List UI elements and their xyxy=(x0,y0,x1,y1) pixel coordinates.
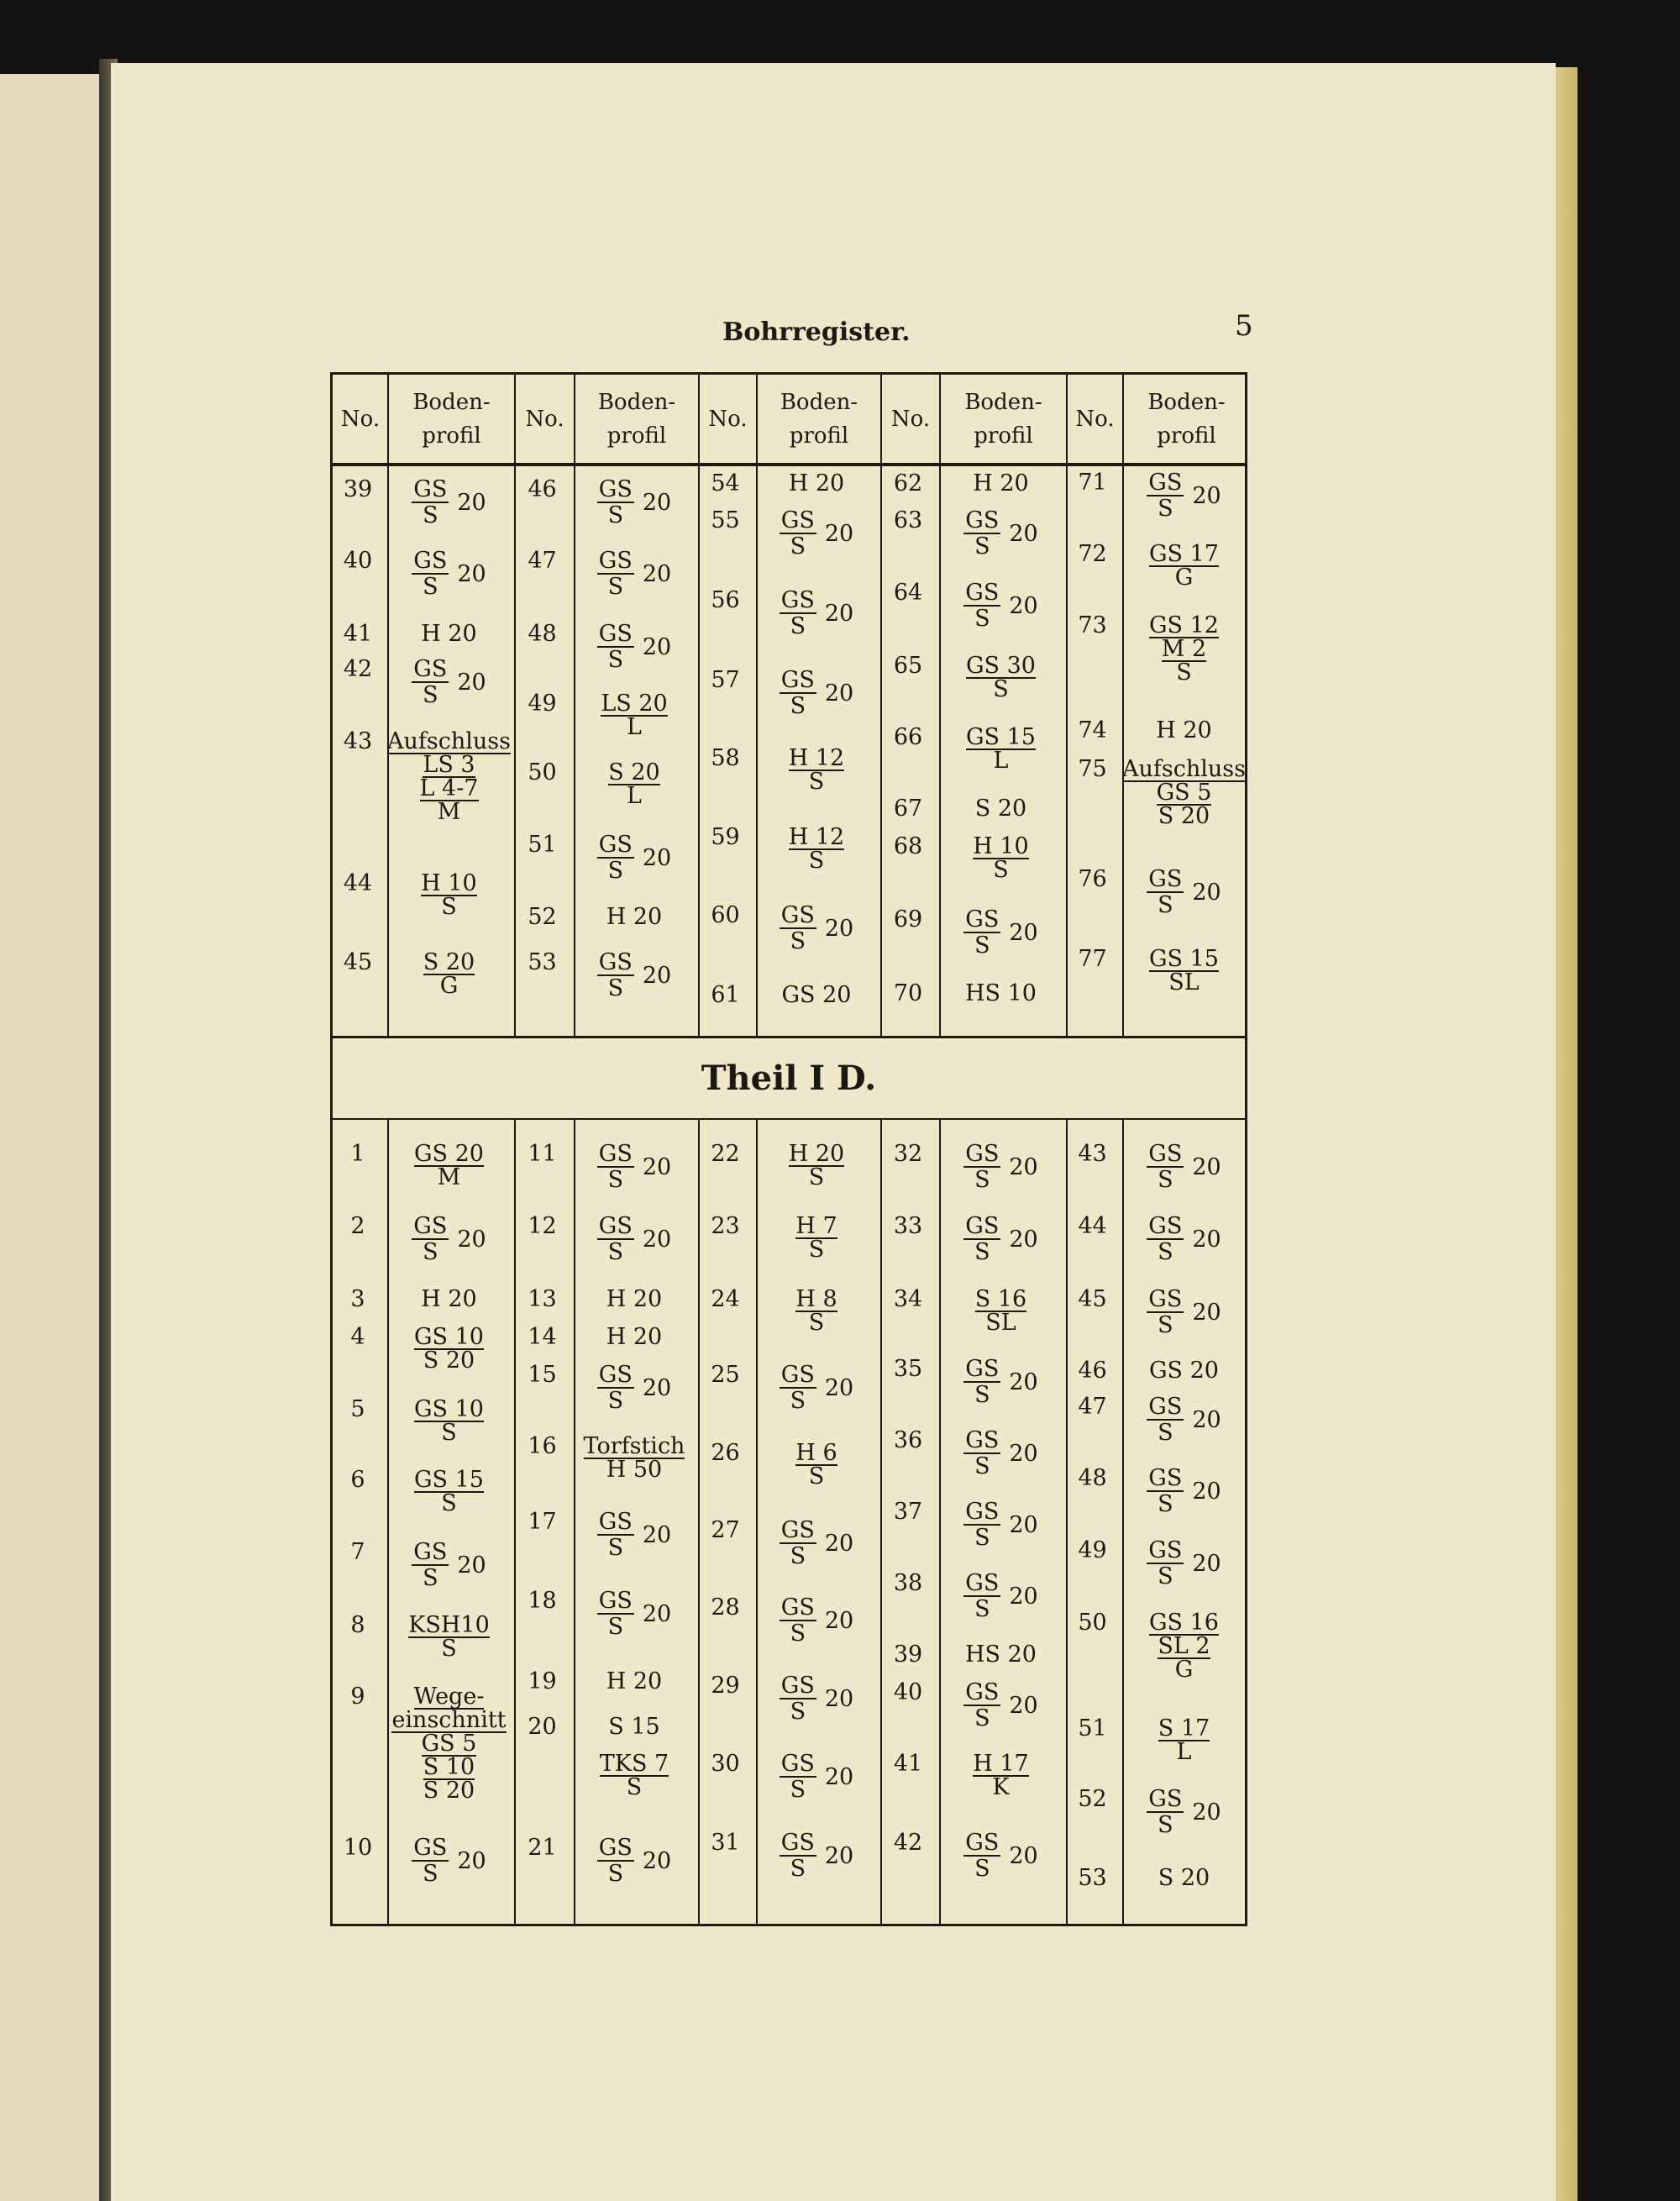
upper-soil-profile: GS S 20 xyxy=(965,580,1038,632)
lower-row-number: 49 xyxy=(1078,1537,1107,1563)
lower-row-number: 41 xyxy=(893,1751,923,1777)
lower-soil-profile: H 17 K xyxy=(973,1751,1029,1800)
upper-row-number: 73 xyxy=(1078,612,1107,638)
lower-soil-profile: Torfstich H 50 xyxy=(583,1433,685,1483)
header-bodenprofil: Boden- profil xyxy=(780,389,858,449)
lower-soil-profile: GS S 20 xyxy=(965,1141,1038,1193)
upper-row-number: 64 xyxy=(893,580,923,606)
lower-soil-profile: GS S 20 xyxy=(1148,1537,1221,1589)
lower-soil-profile: S 16 SL xyxy=(974,1286,1027,1336)
upper-soil-profile: GS S 20 xyxy=(965,906,1038,959)
upper-row-number: 53 xyxy=(528,949,557,975)
lower-soil-profile: GS S 20 xyxy=(965,1499,1038,1551)
upper-row-number: 58 xyxy=(711,745,740,771)
lower-row-number: 31 xyxy=(711,1830,740,1856)
lower-soil-profile: GS S 20 xyxy=(780,1517,854,1569)
upper-soil-profile: S 20 G xyxy=(423,949,475,999)
lower-row-number: 17 xyxy=(528,1509,557,1535)
lower-soil-profile: GS S 20 xyxy=(965,1679,1038,1731)
upper-soil-profile: GS S 20 xyxy=(780,667,854,719)
lower-row-number: 9 xyxy=(350,1684,365,1710)
upper-soil-profile: Aufschluss GS 5 S 20 xyxy=(1122,756,1246,829)
lower-row-number: 14 xyxy=(528,1324,557,1350)
lower-row-number: 2 xyxy=(350,1213,365,1239)
running-head: Bohrregister. xyxy=(722,318,911,347)
lower-row-number: 52 xyxy=(1078,1786,1107,1812)
lower-row-number: 22 xyxy=(711,1141,740,1167)
lower-soil-profile: GS S 20 xyxy=(413,1539,486,1591)
upper-soil-profile: GS S 20 xyxy=(780,587,854,639)
lower-row-number: 16 xyxy=(528,1433,557,1459)
upper-row-number: 40 xyxy=(343,548,373,574)
lower-soil-profile: GS S 20 xyxy=(965,1356,1038,1408)
upper-row-number: 75 xyxy=(1078,756,1107,782)
lower-soil-profile: GS S 20 xyxy=(598,1362,672,1414)
lower-row-number: 40 xyxy=(893,1679,923,1705)
lower-soil-profile: S 20 xyxy=(1158,1865,1210,1891)
page-edge xyxy=(1556,67,1578,2201)
upper-row-number: 67 xyxy=(893,796,923,822)
lower-row-number: 33 xyxy=(893,1213,923,1239)
upper-row-number: 60 xyxy=(711,902,740,928)
upper-soil-profile: GS 15 L xyxy=(965,724,1036,774)
lower-row-number: 42 xyxy=(893,1830,923,1856)
lower-soil-profile: GS S 20 xyxy=(965,1213,1038,1265)
upper-row-number: 70 xyxy=(893,980,923,1006)
lower-soil-profile: GS S 20 xyxy=(598,1509,672,1561)
upper-soil-profile: GS 30 S xyxy=(965,653,1036,702)
upper-soil-profile: H 20 xyxy=(421,621,477,647)
header-bodenprofil: Boden- profil xyxy=(412,389,491,449)
lower-soil-profile: GS S 20 xyxy=(413,1835,486,1887)
lower-soil-profile: GS S 20 xyxy=(598,1141,672,1193)
upper-soil-profile: GS S 20 xyxy=(780,902,854,954)
header-bodenprofil: Boden- profil xyxy=(964,389,1042,449)
lower-soil-profile: GS 15 S xyxy=(413,1467,484,1516)
lower-row-number: 18 xyxy=(528,1588,557,1614)
lower-row-number: 50 xyxy=(1078,1610,1107,1636)
lower-row-number: 1 xyxy=(350,1141,365,1167)
upper-soil-profile: H 10 S xyxy=(973,833,1029,883)
lower-soil-profile: GS S 20 xyxy=(780,1751,854,1803)
lower-soil-profile: KSH10 S xyxy=(408,1612,490,1662)
header-no: No. xyxy=(890,406,931,432)
lower-row-number: 26 xyxy=(711,1440,740,1466)
upper-row-number: 59 xyxy=(711,824,740,850)
lower-soil-profile: GS S 20 xyxy=(780,1594,854,1647)
upper-soil-profile: H 20 xyxy=(1156,717,1212,743)
upper-soil-profile: H 12 S xyxy=(788,824,845,874)
lower-soil-profile: GS S 20 xyxy=(780,1362,854,1414)
lower-soil-profile: H 20 xyxy=(606,1668,663,1694)
lower-soil-profile: GS S 20 xyxy=(1148,1465,1221,1517)
lower-row-number: 24 xyxy=(711,1286,740,1312)
lower-row-number: 15 xyxy=(528,1362,557,1388)
lower-soil-profile: GS S 20 xyxy=(1148,1394,1221,1446)
upper-soil-profile: GS S 20 xyxy=(598,832,672,884)
lower-row-number: 47 xyxy=(1078,1394,1107,1420)
upper-soil-profile: GS 15 SL xyxy=(1148,946,1219,995)
lower-row-number: 48 xyxy=(1078,1465,1107,1491)
upper-soil-profile: GS S 20 xyxy=(1148,866,1221,918)
lower-row-number: 4 xyxy=(350,1324,365,1350)
upper-soil-profile: GS 17 G xyxy=(1148,541,1219,591)
header-no: No. xyxy=(1075,406,1115,432)
upper-row-number: 41 xyxy=(343,621,373,647)
lower-soil-profile: Wege- einschnitt GS 5 S 10 S 20 xyxy=(391,1684,507,1804)
header-bodenprofil: Boden- profil xyxy=(597,389,676,449)
upper-soil-profile: GS S 20 xyxy=(1148,470,1221,522)
lower-soil-profile: H 20 S xyxy=(788,1141,845,1190)
lower-soil-profile: GS S 20 xyxy=(1148,1141,1221,1193)
lower-row-number: 6 xyxy=(350,1467,365,1493)
lower-row-number: 11 xyxy=(528,1141,557,1167)
upper-soil-profile: HS 10 xyxy=(965,980,1037,1006)
upper-soil-profile: GS S 20 xyxy=(598,621,672,673)
lower-soil-profile: GS S 20 xyxy=(413,1213,486,1265)
upper-row-number: 66 xyxy=(893,724,923,750)
header-no: No. xyxy=(340,406,381,432)
upper-row-number: 69 xyxy=(893,906,923,932)
lower-row-number: 28 xyxy=(711,1594,740,1621)
lower-row-number: 5 xyxy=(350,1396,365,1422)
lower-soil-profile: GS S 20 xyxy=(965,1427,1038,1479)
facing-page xyxy=(0,74,102,2201)
lower-row-number: 32 xyxy=(893,1141,923,1167)
lower-row-number: 45 xyxy=(1078,1286,1107,1312)
upper-row-number: 48 xyxy=(528,621,557,647)
upper-row-number: 45 xyxy=(343,949,373,975)
lower-row-number: 44 xyxy=(1078,1213,1107,1239)
upper-soil-profile: S 20 L xyxy=(608,759,660,809)
upper-row-number: 46 xyxy=(528,476,557,502)
upper-row-number: 44 xyxy=(343,870,373,896)
upper-soil-profile: LS 20 L xyxy=(601,691,668,740)
upper-soil-profile: S 20 xyxy=(974,796,1027,822)
upper-soil-profile: GS S 20 xyxy=(598,949,672,1001)
lower-row-number: 12 xyxy=(528,1213,557,1239)
lower-soil-profile: GS S 20 xyxy=(598,1588,672,1640)
upper-soil-profile: H 10 S xyxy=(421,870,477,920)
lower-row-number: 46 xyxy=(1078,1358,1107,1384)
upper-soil-profile: GS S 20 xyxy=(598,548,672,600)
lower-soil-profile: GS S 20 xyxy=(780,1830,854,1882)
lower-row-number: 37 xyxy=(893,1499,923,1525)
header-bodenprofil: Boden- profil xyxy=(1147,389,1226,449)
upper-row-number: 71 xyxy=(1078,470,1107,496)
lower-soil-profile: H 7 S xyxy=(795,1213,837,1263)
lower-row-number: 27 xyxy=(711,1517,740,1543)
lower-row-number: 35 xyxy=(893,1356,923,1382)
upper-row-number: 76 xyxy=(1078,866,1107,892)
lower-soil-profile: GS 20 xyxy=(1148,1358,1219,1384)
lower-row-number: 38 xyxy=(893,1570,923,1596)
header-no: No. xyxy=(708,406,748,432)
lower-row-number: 34 xyxy=(893,1286,923,1312)
lower-soil-profile: GS S 20 xyxy=(965,1830,1038,1882)
lower-row-number: 36 xyxy=(893,1427,923,1453)
lower-soil-profile: H 20 xyxy=(421,1286,477,1312)
upper-row-number: 56 xyxy=(711,587,740,613)
upper-row-number: 62 xyxy=(893,470,923,496)
lower-soil-profile: H 6 S xyxy=(795,1440,837,1489)
upper-soil-profile: GS S 20 xyxy=(598,476,672,528)
lower-soil-profile: H 20 xyxy=(606,1324,663,1350)
upper-soil-profile: GS S 20 xyxy=(780,507,854,559)
upper-row-number: 74 xyxy=(1078,717,1107,743)
upper-soil-profile: GS S 20 xyxy=(965,507,1038,559)
lower-row-number: 19 xyxy=(528,1668,557,1694)
upper-row-number: 72 xyxy=(1078,541,1107,567)
upper-soil-profile: GS S 20 xyxy=(413,656,486,708)
lower-row-number: 8 xyxy=(350,1612,365,1638)
upper-row-number: 55 xyxy=(711,507,740,533)
upper-row-number: 42 xyxy=(343,656,373,682)
upper-row-number: 47 xyxy=(528,548,557,574)
upper-row-number: 50 xyxy=(528,759,557,785)
upper-soil-profile: H 20 xyxy=(788,470,845,496)
lower-row-number: 3 xyxy=(350,1286,365,1312)
lower-soil-profile: S 17 L xyxy=(1158,1715,1210,1765)
lower-soil-profile: GS 16 SL 2 G xyxy=(1148,1610,1219,1683)
lower-row-number: 43 xyxy=(1078,1141,1107,1167)
lower-soil-profile: GS S 20 xyxy=(965,1570,1038,1622)
upper-row-number: 43 xyxy=(343,728,373,754)
lower-soil-profile: GS S 20 xyxy=(1148,1286,1221,1338)
upper-soil-profile: H 20 xyxy=(973,470,1029,496)
lower-soil-profile: GS 20 M xyxy=(413,1141,484,1190)
upper-row-number: 39 xyxy=(343,476,373,502)
lower-row-number: 10 xyxy=(343,1835,373,1861)
lower-row-number: 20 xyxy=(528,1714,557,1740)
lower-row-number: 23 xyxy=(711,1213,740,1239)
lower-row-number: 13 xyxy=(528,1286,557,1312)
lower-soil-profile: GS 10 S xyxy=(413,1396,484,1446)
upper-soil-profile: GS 12 M 2 S xyxy=(1148,612,1219,686)
lower-soil-profile: GS S 20 xyxy=(780,1673,854,1725)
lower-soil-profile: H 8 S xyxy=(795,1286,837,1336)
lower-row-number: 53 xyxy=(1078,1865,1107,1891)
lower-row-number: 29 xyxy=(711,1673,740,1699)
lower-soil-profile: GS S 20 xyxy=(598,1213,672,1265)
upper-row-number: 65 xyxy=(893,653,923,679)
upper-row-number: 52 xyxy=(528,904,557,930)
header-no: No. xyxy=(525,406,564,432)
lower-soil-profile: GS 10 S 20 xyxy=(413,1324,484,1374)
lower-row-number: 39 xyxy=(893,1642,923,1668)
lower-row-number: 25 xyxy=(711,1362,740,1388)
upper-soil-profile: Aufschluss LS 3 L 4-7 M xyxy=(387,728,511,825)
section-title: Theil I D. xyxy=(333,1036,1245,1120)
upper-row-number: 49 xyxy=(528,691,557,717)
lower-row-number: 51 xyxy=(1078,1715,1107,1741)
upper-soil-profile: H 20 xyxy=(606,904,663,930)
upper-row-number: 77 xyxy=(1078,946,1107,972)
lower-soil-profile: GS S 20 xyxy=(598,1835,672,1887)
lower-soil-profile-special: TKS 7 S xyxy=(599,1751,669,1800)
upper-row-number: 63 xyxy=(893,507,923,533)
upper-row-number: 51 xyxy=(528,832,557,858)
lower-row-number: 7 xyxy=(350,1539,365,1565)
lower-soil-profile: GS S 20 xyxy=(1148,1213,1221,1265)
upper-row-number: 57 xyxy=(711,667,740,693)
upper-row-number: 61 xyxy=(711,982,740,1008)
upper-soil-profile: GS 20 xyxy=(781,982,852,1008)
lower-soil-profile: S 15 xyxy=(608,1714,660,1740)
lower-soil-profile: HS 20 xyxy=(965,1642,1037,1668)
upper-soil-profile: H 12 S xyxy=(788,745,845,795)
lower-soil-profile: GS S 20 xyxy=(1148,1786,1221,1838)
upper-row-number: 54 xyxy=(711,470,740,496)
lower-row-number: 21 xyxy=(528,1835,557,1861)
upper-row-number: 68 xyxy=(893,833,923,859)
lower-soil-profile: H 20 xyxy=(606,1286,663,1312)
upper-soil-profile: GS S 20 xyxy=(413,548,486,600)
upper-soil-profile: GS S 20 xyxy=(413,476,486,528)
page-number: 5 xyxy=(1235,309,1253,343)
lower-row-number: 30 xyxy=(711,1751,740,1777)
